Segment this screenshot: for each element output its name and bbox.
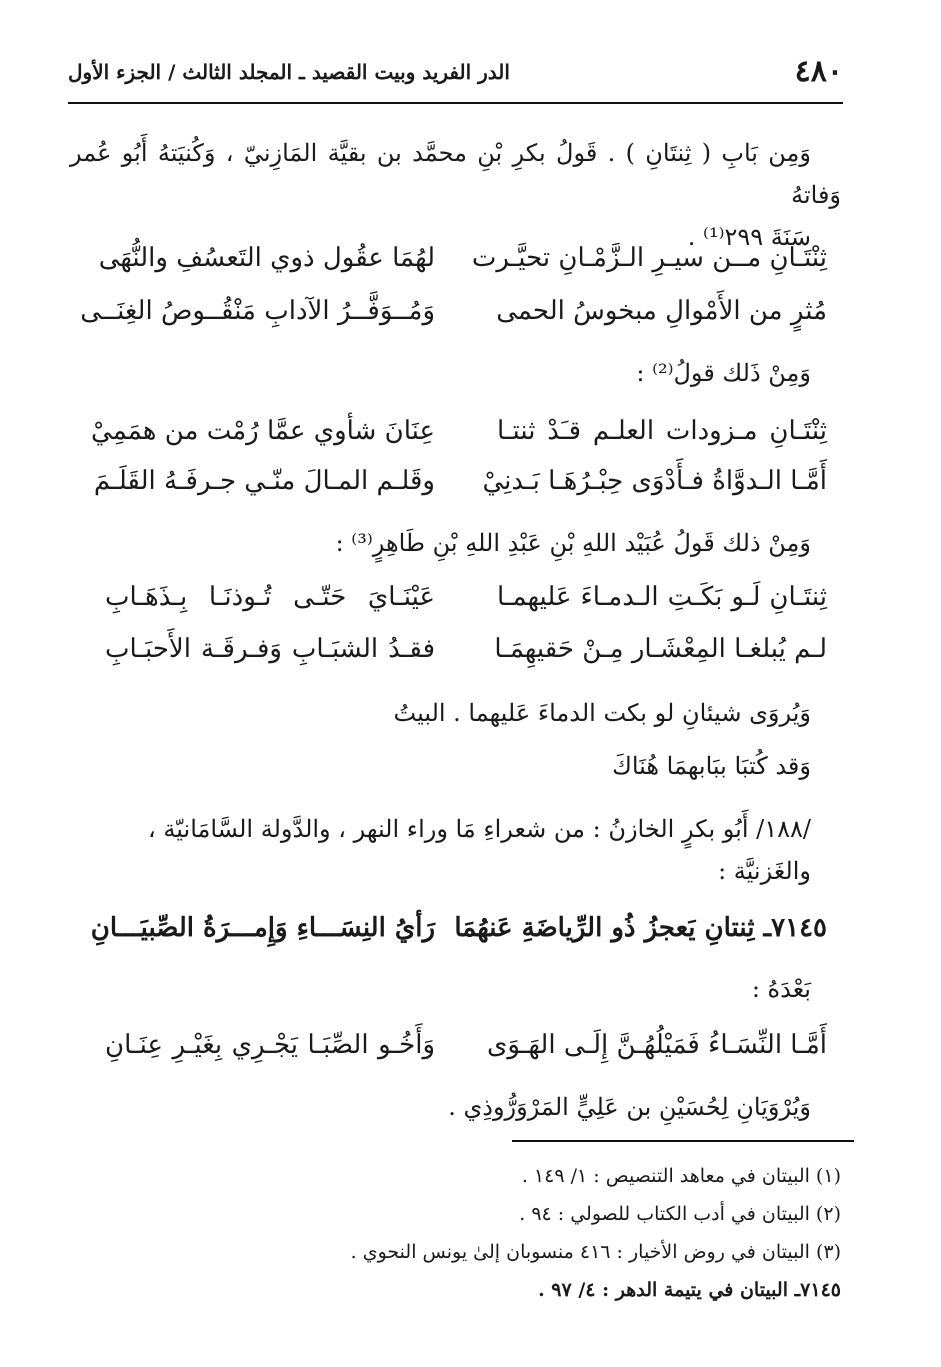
verse-hemistich-first: ثِنتَـانِ لَـو بَكَـتِ الـدمـاءَ عَليهمـا [497, 582, 827, 612]
verse-hemistich-second: فقـدُ الشبَـابِ وَفـرقَـة الأَحبَـابِ [105, 634, 435, 664]
footnote-divider [512, 1140, 854, 1142]
verse-hemistich-second: وَأَخُـو الصِّبَـا يَجْـرِي بِغَيْـرِ عِنَـانِ [105, 1030, 435, 1060]
verse-line [80, 296, 827, 348]
transition-line: وَمِنْ ذَلك قولُ⁽²⁾ : [636, 359, 811, 387]
verse-hemistich-first: ٧١٤٥ـ ثِنتانِ يَعجزُ ذُو الرِّياضَةِ عَنهُمَا [454, 913, 827, 943]
verse-line [105, 634, 827, 686]
intro-paragraph [70, 132, 841, 258]
verse-line [105, 1030, 827, 1082]
verse-hemistich-second: رَأيُ النِسَـــاءِ وَإِمـــرَةُ الصِّبيَـــانِ [90, 913, 435, 943]
variant-note: وَيُرْوَيَانِ لِحُسَيْنِ بن عَلِيٍّ المَرْوَرُّوذِي . [448, 1093, 811, 1121]
verse-hemistich-first: أَمَّـا الـدوَّاةُ فـأَدْوَى حِبْـرُهَـا بَـدنِيْ [482, 466, 827, 496]
intro-line: وَمِن بَابِ ( ثِنتَانِ ) . قَولُ بكرِ بْنِ محمَّد بن بقيَّة المَازِنيّ ، وَكُنيَتهُ أَبُو عُمر وَفاتهُ [70, 139, 841, 209]
verse-hemistich-first: لـم يُبلغـا المِعْشَـار مِـنْ حَقيهِمَـا [494, 634, 827, 664]
verse-line [105, 582, 827, 634]
intro-line: سَنَةَ ٢٩٩⁽¹⁾ . [687, 223, 811, 251]
verse-hemistich-second: عِنَانَ شأوي عمَّا رُمْت من همَمِيْ [91, 416, 435, 446]
verse-hemistich-first: ثِنْتَـانِ مـزودات العلـم قـَدْ ثنتـا [497, 416, 827, 446]
footnote: ٧١٤٥ـ البيتان في يتيمة الدهر : ٤/ ٩٧ . [538, 1279, 841, 1301]
running-title: الدر الفريد وبيت القصيد ـ المجلد الثالث / الجزء الأول [68, 60, 510, 84]
verse-hemistich-second: وَمُــوَفَّــرُ الآدابِ مَنْقُــوصُ الغِنَــى [80, 296, 435, 326]
verse-hemistich-first: أَمَّـا النِّسَـاءُ فَمَيْلُهُـنَّ إِلَـى الهَـوَى [487, 1030, 827, 1060]
verse-hemistich-first: مُثرٍ من الأَمْوالِ مبخوسُ الحمى [496, 296, 827, 326]
page-header [68, 52, 843, 104]
entry-paragraph [70, 808, 841, 892]
transition-line: وَمِنْ ذلك قَولُ عُبَيْد اللهِ بْنِ عَبْدِ اللهِ بْنِ طَاهِرٍ⁽³⁾ : [335, 529, 811, 557]
verse-line [93, 466, 827, 518]
verse-line [91, 416, 827, 468]
verse-hemistich-first: ثِنْتَـانِ مــن سيـرِ الـزَّمْـانِ تحيَّـرت [471, 243, 827, 273]
transition-line: بَعْدَهُ : [751, 975, 811, 1003]
verse-line-numbered [90, 913, 827, 965]
verse-hemistich-second: عَيْنَـايَ حَتّـى تُـوذنَـا بِـذَهَـابِ [105, 582, 435, 612]
verse-hemistich-second: وقَلـم المـالَ منّـي جـرفَـهُ القَلَـمَ [93, 466, 435, 496]
footnote: (١) البيتان في معاهد التنصيص : ١/ ١٤٩ . [521, 1165, 841, 1187]
footnote: (٢) البيتان في أدب الكتاب للصولي : ٩٤ . [519, 1203, 841, 1225]
verse-line [98, 243, 827, 295]
entry-line: /١٨٨/ أَبُو بكرٍ الخازنُ : من شعراءِ مَا وراء النهر ، والدَّولة السَّامَانيّة ، [148, 815, 811, 843]
variant-note: وَيُروَى شيئانِ لو بكت الدماءَ عَليهما . البيتُ [393, 699, 811, 727]
footnote: (٣) البيتان في روض الأخيار : ٤١٦ منسوبان إلىٰ يونس النحوي . [350, 1241, 841, 1263]
verse-hemistich-second: لهُمَا عقُول ذوي التَعسُفِ والنُّهَى [98, 243, 435, 273]
page-number: ٤٨٠ [794, 54, 843, 89]
variant-note: وَقد كُتبَا ببَابهمَا هُنَاكَ [612, 752, 811, 780]
entry-line: والغَزنيَّة : [718, 857, 811, 885]
